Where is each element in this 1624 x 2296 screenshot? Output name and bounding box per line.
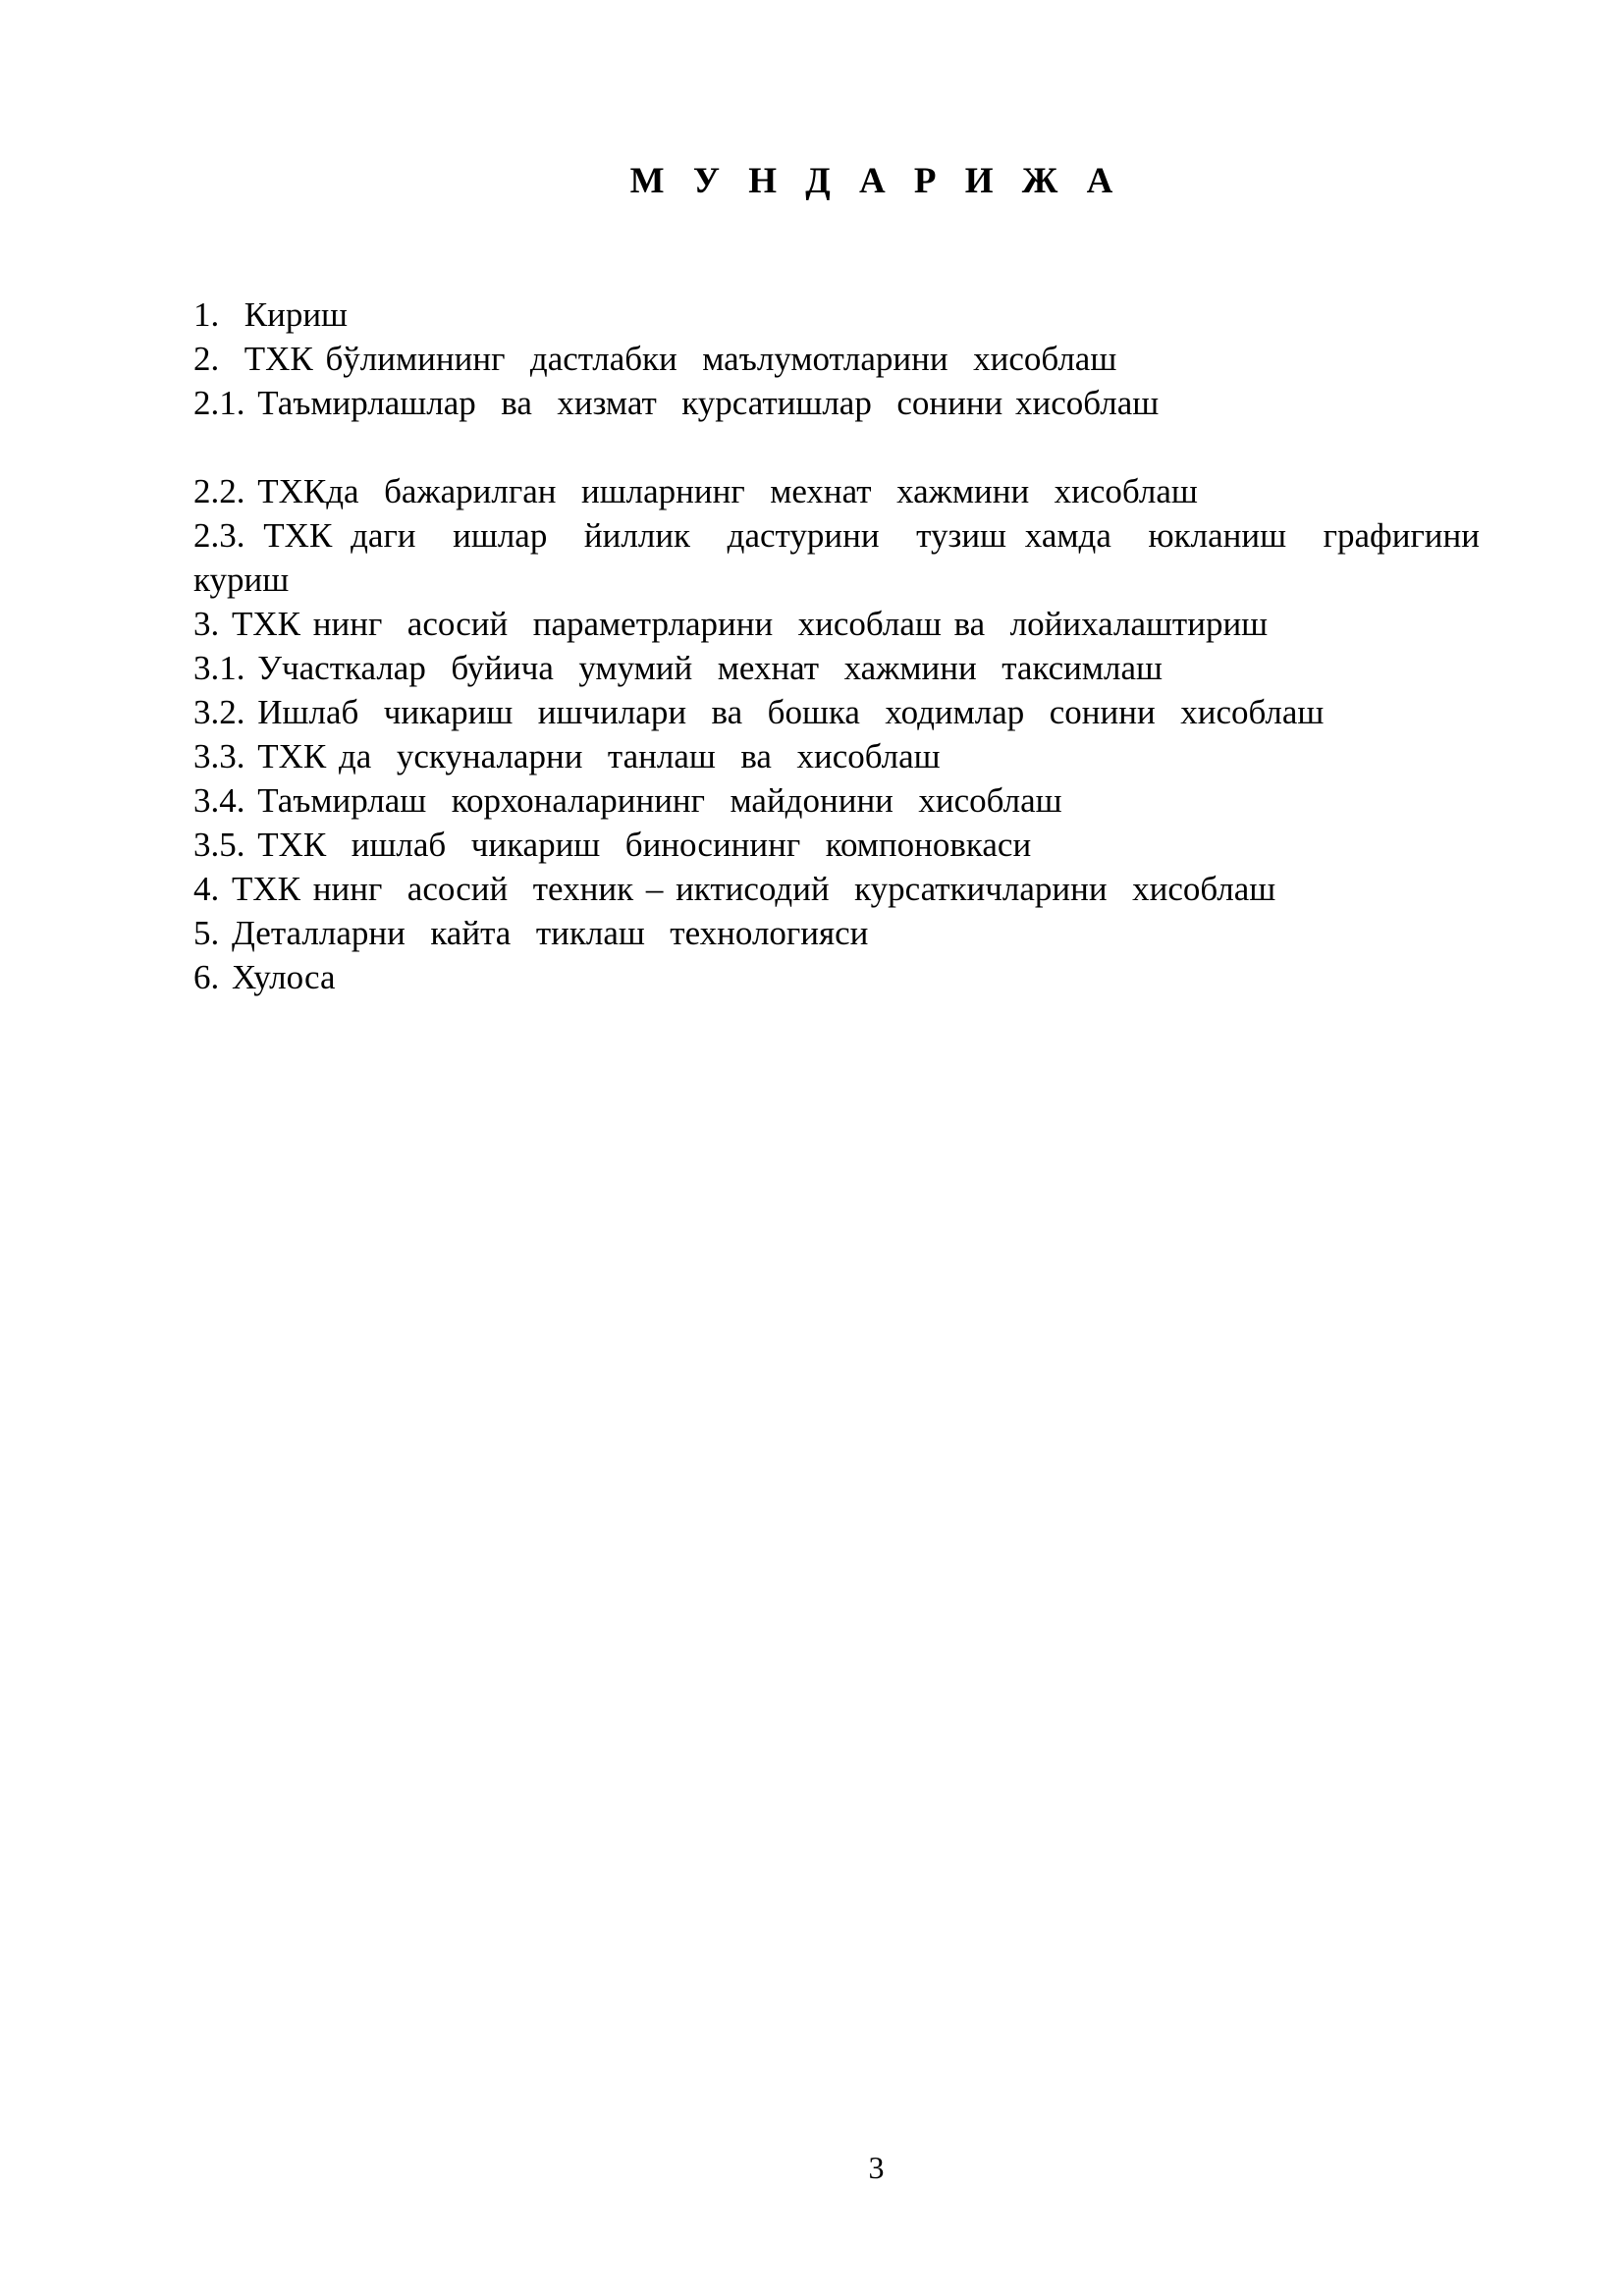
toc-item: 3.2. Ишлаб чикариш ишчилари ва бошка ходимлар сонини хисоблаш <box>193 693 1325 731</box>
toc-item: 3. ТХК нинг асосий параметрларини хисоблаш ва лойихалаштириш <box>193 605 1269 643</box>
toc-item: 2.2. ТХКда бажарилган ишларнинг мехнат хажмини хисоблаш <box>193 472 1198 510</box>
toc-item: 3.1. Участкалар буйича умумий мехнат хажмини таксимлаш <box>193 649 1163 687</box>
toc-item: 3.3. ТХК да ускуналарни танлаш ва хисоблаш <box>193 737 941 775</box>
toc-item: 3.4. Таъмирлаш корхоналарининг майдонини хисоблаш <box>193 781 1062 820</box>
page-title: М У Н Д А Р И Ж А <box>629 161 1123 201</box>
toc-item: 3.5. ТХК ишлаб чикариш биносининг компоновкаси <box>193 826 1032 864</box>
toc-item: 1. Кириш <box>193 295 349 334</box>
page-number: 3 <box>868 2150 885 2185</box>
toc-item: 6. Хулоса <box>193 958 336 996</box>
toc-item: 2.3. ТХК даги ишлар йиллик дастурини тузиш хамда юкланиш графигини куриш <box>193 516 1505 599</box>
toc-item: 5. Деталларни кайта тиклаш технологияси <box>193 914 869 952</box>
toc-item: 4. ТХК нинг асосий техник – иктисодий курсаткичларини хисоблаш <box>193 870 1276 908</box>
table-of-contents <box>193 293 1505 999</box>
toc-item: 2.1. Таъмирлашлар ва хизмат курсатишлар сонини хисоблаш <box>193 384 1160 422</box>
toc-item: 2. ТХК бўлимининг дастлабки маълумотларини хисоблаш <box>193 340 1117 378</box>
